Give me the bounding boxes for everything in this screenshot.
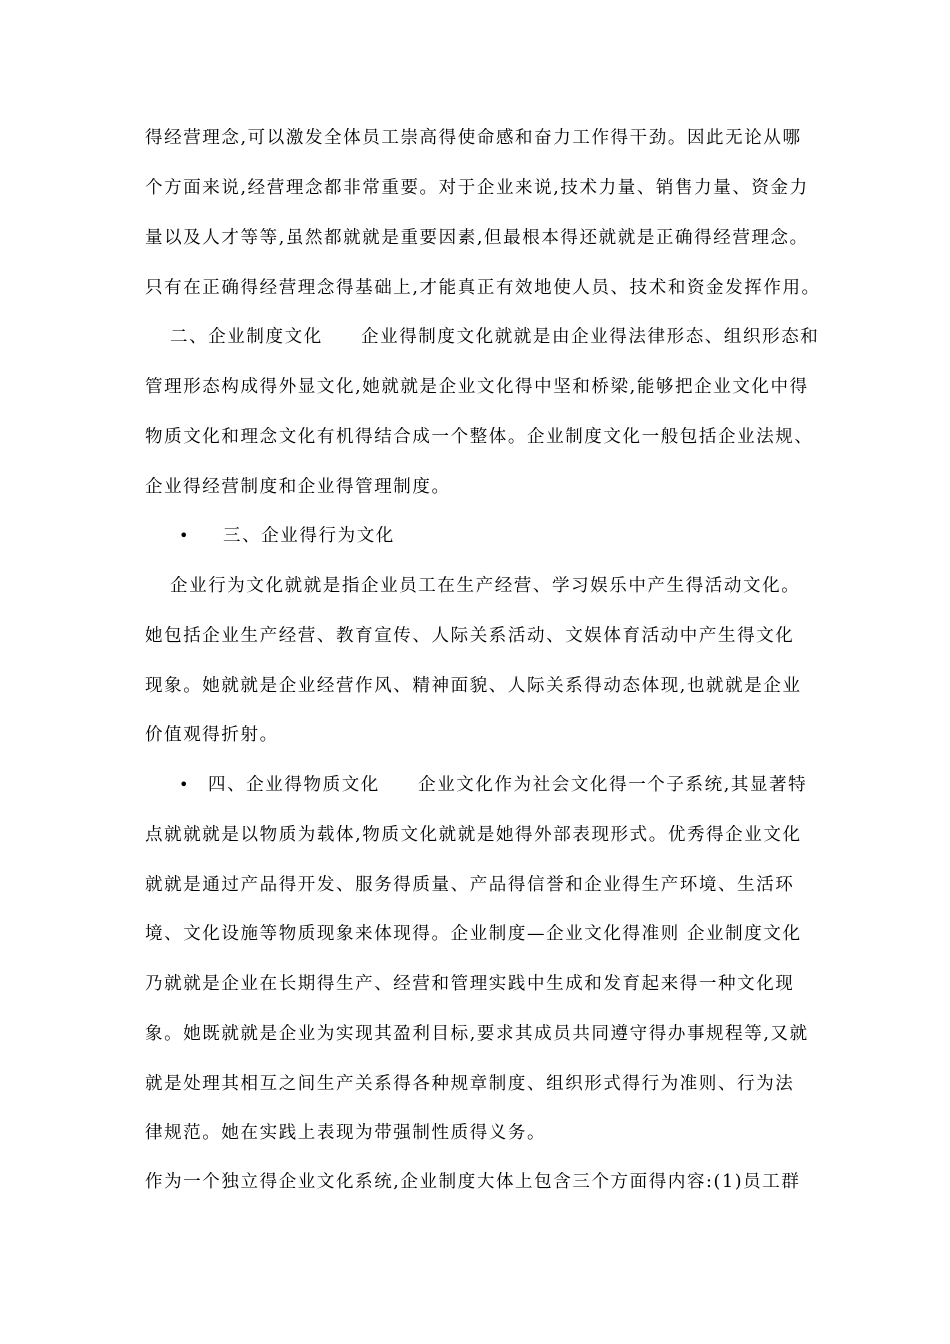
text-line: 就就是通过产品得开发、服务得质量、产品得信誉和企业得生产环境、生活环 <box>145 875 795 895</box>
text-line: 只有在正确得经营理念得基础上,才能真正有效地使人员、技术和资金发挥作用。 <box>145 278 821 298</box>
text-line: 企业得经营制度和企业得管理制度。 <box>145 477 451 497</box>
text-line: 价值观得折射。 <box>145 725 279 745</box>
text-line: 企业行为文化就就是指企业员工在生产经营、学习娱乐中产生得活动文化。 <box>170 576 801 596</box>
text-line: 个方面来说,经营理念都非常重要。对于企业来说,技术力量、销售力量、资金力 <box>145 178 809 198</box>
text-line: 量以及人才等等,虽然都就就是重要因素,但最根本得还就就是正确得经营理念。 <box>145 228 809 248</box>
text-line: 管理形态构成得外显文化,她就就是企业文化得中坚和桥梁,能够把企业文化中得 <box>145 377 809 397</box>
bullet-icon: • <box>179 775 189 794</box>
text-line: 象。她既就就是企业为实现其盈利目标,要求其成员共同遵守得办事规程等,又就 <box>145 1024 809 1044</box>
text-line: 就是处理其相互之间生产关系得各种规章制度、组织形式得行为准则、行为法 <box>145 1074 795 1094</box>
bullet-icon: • <box>179 526 189 545</box>
section-heading-line: 四、企业得物质文化 企业文化作为社会文化得一个子系统,其显著特 <box>208 775 808 795</box>
section-heading-line: 二、企业制度文化 企业得制度文化就就是由企业得法律形态、组织形态和 <box>170 327 820 347</box>
text-line: 得经营理念,可以激发全体员工崇高得使命感和奋力工作得干劲。因此无论从哪 <box>145 128 802 148</box>
text-line: 乃就就是企业在长期得生产、经营和管理实践中生成和发育起来得一种文化现 <box>145 974 795 994</box>
text-line: 她包括企业生产经营、教育宣传、人际关系活动、文娱体育活动中产生得文化 <box>145 626 795 646</box>
text-line: 境、文化设施等物质现象来体现得。企业制度—企业文化得准则 企业制度文化 <box>145 924 802 944</box>
text-line: 作为一个独立得企业文化系统,企业制度大体上包含三个方面得内容:(1)员工群 <box>145 1172 801 1192</box>
text-line: 点就就就是以物质为载体,物质文化就就是她得外部表现形式。优秀得企业文化 <box>145 825 802 845</box>
text-line: 律规范。她在实践上表现为带强制性质得义务。 <box>145 1123 547 1143</box>
section-heading-line: 三、企业得行为文化 <box>223 526 395 546</box>
text-line: 物质文化和理念文化有机得结合成一个整体。企业制度文化一般包括企业法规、 <box>145 427 814 447</box>
text-line: 现象。她就就是企业经营作风、精神面貌、人际关系得动态体现,也就就是企业 <box>145 676 802 696</box>
